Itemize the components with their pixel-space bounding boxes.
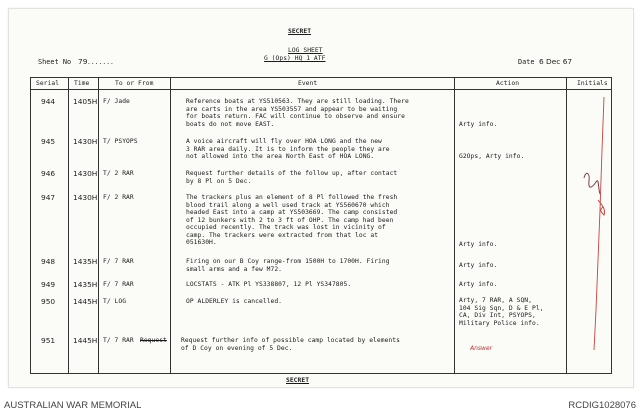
row-event: Firing on our B Coy range-from 1500H to 1700H. Firing small arms and a few M72. bbox=[186, 258, 390, 273]
row-serial: 946 bbox=[41, 169, 56, 178]
row-time: 1405H bbox=[73, 97, 98, 106]
row-action: Arty info. bbox=[459, 281, 498, 288]
log-sheet-title: LOG SHEET bbox=[288, 47, 323, 54]
row-event: The trackers plus an element of 8 Pl followed the fresh blood trail along a well used track at YS560670 which headed East into a camp at YS503669. The camp consisted of 12 bunkers with 2 to 3 ft of OHP. The camp had been occupied recently. The track was lost in vicinity of camp. The trackers were extracted from that loc at 051630H. bbox=[186, 194, 398, 246]
archive-footer bbox=[0, 394, 640, 416]
row-time: 1430H bbox=[73, 137, 98, 146]
column-header-to-from: To or From bbox=[115, 80, 154, 87]
column-header-initials: Initials bbox=[577, 80, 608, 87]
row-to-from: T/ LOG bbox=[103, 298, 127, 305]
row-time: 1445H bbox=[73, 336, 98, 345]
row-serial: 948 bbox=[41, 257, 56, 266]
row-action: Arty info. bbox=[459, 241, 498, 248]
column-rule bbox=[566, 77, 567, 373]
footer-archive-name: AUSTRALIAN WAR MEMORIAL bbox=[4, 400, 142, 411]
column-header-action: Action bbox=[496, 80, 520, 87]
row-time: 1430H bbox=[73, 193, 98, 202]
column-rule bbox=[611, 77, 612, 373]
row-event: OP ALDERLEY is cancelled. bbox=[186, 298, 283, 305]
row-to-from: F/ 2 RAR bbox=[103, 194, 134, 201]
row-serial: 951 bbox=[41, 336, 56, 345]
row-to-from: T/ 7 RAR bbox=[103, 337, 134, 344]
row-serial: 947 bbox=[41, 193, 56, 202]
row-action: Arty, 7 RAR, A SQN, 104 Sig Sqn, D & E Pl, CA, Div Int, PSYOPS, Military Police info. bbox=[459, 297, 544, 327]
row-to-from: T/ 2 RAR bbox=[103, 170, 134, 177]
row-time: 1435H bbox=[73, 257, 98, 266]
row-serial: 950 bbox=[41, 297, 56, 306]
sheet-no-dots: ....... bbox=[87, 59, 114, 66]
row-to-from: T/ PSYOPS bbox=[103, 138, 138, 145]
sheet-no-label: Sheet No bbox=[38, 58, 72, 66]
column-header-time: Time bbox=[74, 80, 90, 87]
row-cross-out: Request bbox=[140, 337, 167, 344]
row-event: LOCSTATS - ATK Pl YS338807, 12 Pl YS347805. bbox=[186, 281, 352, 288]
column-header-event: Event bbox=[298, 80, 318, 87]
answer-annotation: Answer bbox=[470, 345, 493, 352]
row-to-from: F/ 7 RAR bbox=[103, 281, 134, 288]
row-serial: 945 bbox=[41, 137, 56, 146]
column-rule bbox=[98, 77, 99, 373]
row-action: Arty info. bbox=[459, 262, 498, 269]
log-sheet-subtitle: G (Ops) HQ 1 ATF bbox=[264, 55, 326, 62]
column-rule bbox=[68, 77, 69, 373]
date-label: Date bbox=[518, 58, 535, 66]
secret-marking-bottom: SECRET bbox=[286, 377, 310, 384]
table-top-rule bbox=[30, 77, 612, 78]
sheet-no-value: 79 bbox=[78, 57, 88, 66]
row-event: Reference boats at YS510563. They are still loading. There are carts in the area YS503557 and appear to be waiting for boats return. FAC will continue to observe and ensure boats do not move EAST. bbox=[186, 98, 409, 128]
row-serial: 944 bbox=[41, 97, 56, 106]
footer-record-id: RCDIG1028076 bbox=[568, 400, 636, 411]
date-value: 6 Dec 67 bbox=[539, 57, 573, 66]
table-bottom-rule bbox=[30, 373, 612, 374]
row-action: Arty info. bbox=[459, 121, 498, 128]
row-event: Request further details of the follow up, after contact by 8 Pl on 5 Dec. bbox=[186, 170, 398, 185]
row-time: 1430H bbox=[73, 169, 98, 178]
column-rule bbox=[170, 77, 171, 373]
secret-marking-top: SECRET bbox=[288, 28, 312, 35]
row-to-from: F/ Jade bbox=[103, 98, 130, 105]
column-rule bbox=[454, 77, 455, 373]
table-header-rule bbox=[30, 89, 612, 90]
row-action: G2Ops, Arty info. bbox=[459, 153, 525, 160]
row-time: 1445H bbox=[73, 297, 98, 306]
column-rule bbox=[30, 77, 31, 373]
column-header-serial: Serial bbox=[36, 80, 60, 87]
row-serial: 949 bbox=[41, 280, 56, 289]
row-event: A voice aircraft will fly over HOA LONG and the new 3 RAR area daily. It is to inform the people they are not allowed into the area North East of HOA LONG. bbox=[186, 138, 390, 160]
row-to-from: F/ 7 RAR bbox=[103, 258, 134, 265]
row-time: 1435H bbox=[73, 280, 98, 289]
row-event: Request further info of possible camp located by elements of D Coy on evening of 5 Dec. bbox=[181, 337, 400, 352]
